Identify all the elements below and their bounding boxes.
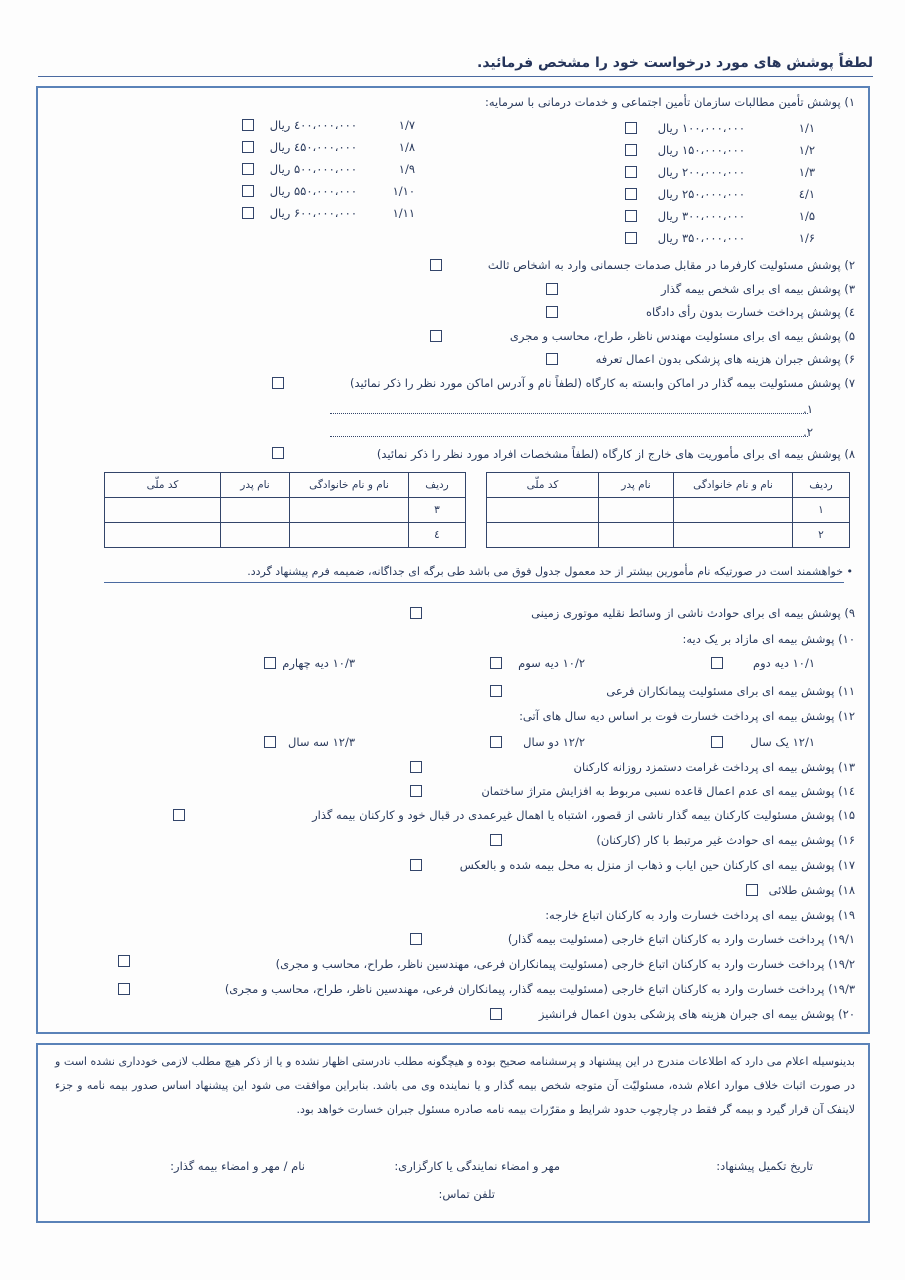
row-number: ۲ [793, 523, 850, 548]
opt-1-9-amount: ۵۰۰،۰۰۰،۰۰۰ ریال [269, 162, 357, 176]
opt-1-3-checkbox[interactable] [625, 166, 637, 178]
opt-1-1-num: ۱/۱ [798, 121, 815, 135]
declaration-text: بدینوسیله اعلام می دارد که اطلاعات مندرج در این پیشنهاد و پرسشنامه صحیح بوده و هیچگونه مطلب نادرستی اظهار نشده و یا از ذکر هیچ مطلب لازمی خودداری نشده است و در صورت اثبات خلاف موارد اعلام شده، مسئولیّت آن متوجه شخص بیمه گذار و یا نماینده وی می باشد. بنابراین موافقت می شود این پیشنهاد اساس صدور بیمه نامه و جزء لاینفک آن قرار گیرد و بیمه گر فقط در چارچوب حدود شرایط و مقرّرات بیمه نامه صادره مسئول جبران خسارت خواهد بود. [55, 1055, 855, 1116]
opt-1-7-amount: ٤۰۰،۰۰۰،۰۰۰ ریال [269, 118, 357, 132]
item-2-label: ۲) پوشش مسئولیت کارفرما در مقابل صدمات جسمانی وارد به اشخاص ثالث [487, 258, 855, 272]
item-11-checkbox[interactable] [490, 685, 502, 697]
th-row: ردیف [793, 473, 850, 498]
item-7-line-1-label: ۱. [803, 402, 813, 416]
item-6-checkbox[interactable] [546, 353, 558, 365]
opt-1-6-num: ۱/۶ [798, 231, 815, 245]
cell-name[interactable] [290, 523, 409, 548]
item-12-3-label: ۱۲/۳ سه سال [287, 735, 355, 749]
item-6-label: ۶) پوشش جبران هزینه های پزشکی بدون اعمال تعرفه [595, 352, 855, 366]
opt-1-4-num: ۱/٤ [798, 187, 815, 201]
item-5-checkbox[interactable] [430, 330, 442, 342]
opt-1-11-amount: ۶۰۰،۰۰۰،۰۰۰ ریال [269, 206, 357, 220]
item-19-label: ۱۹) پوشش بیمه ای پرداخت خسارت وارد به کارکنان اتباع خارجه: [545, 908, 855, 922]
cell-code[interactable] [487, 523, 599, 548]
item-12-1-checkbox[interactable] [711, 736, 723, 748]
cell-name[interactable] [674, 498, 793, 523]
row-number: ٤ [409, 523, 466, 548]
opt-1-2-num: ۱/۲ [798, 143, 815, 157]
opt-1-3-amount: ۲۰۰،۰۰۰،۰۰۰ ریال [657, 165, 745, 179]
item-2-checkbox[interactable] [430, 259, 442, 271]
personnel-table-left [104, 472, 466, 548]
opt-1-10-num: ۱/۱۰ [392, 184, 415, 198]
row-number: ۳ [409, 498, 466, 523]
phone-label: تلفن تماس: [438, 1187, 495, 1201]
item-11-label: ۱۱) پوشش بیمه ای برای مسئولیت پیمانکاران فرعی [606, 684, 855, 698]
cell-code[interactable] [105, 498, 221, 523]
cell-father[interactable] [599, 498, 674, 523]
cell-name[interactable] [674, 523, 793, 548]
cell-code[interactable] [105, 523, 221, 548]
item-13-checkbox[interactable] [410, 761, 422, 773]
item-12-1-label: ۱۲/۱ یک سال [750, 735, 815, 749]
item-10-1-label: ۱۰/۱ دیه دوم [753, 656, 815, 670]
title-underline [38, 76, 873, 77]
item-15-checkbox[interactable] [173, 809, 185, 821]
opt-1-7-num: ۱/۷ [398, 118, 415, 132]
th-national-code: کد ملّی [105, 473, 221, 498]
item-10-2-label: ۱۰/۲ دیه سوم [518, 656, 585, 670]
opt-1-7-checkbox[interactable] [242, 119, 254, 131]
opt-1-5-amount: ۳۰۰،۰۰۰،۰۰۰ ریال [657, 209, 745, 223]
page-title: لطفاً پوشش های مورد درخواست خود را مشخص فرمائید. [477, 55, 873, 71]
table-note: • خواهشمند است در صورتیکه نام مأمورین بیشتر از حد معمول جدول فوق می باشد طی برگه ای جداگانه، ضمیمه فرم پیشنهاد گردد. [247, 565, 853, 578]
item-17-label: ۱۷) پوشش بیمه ای کارکنان حین ایاب و ذهاب از منزل به محل بیمه شده و بالعکس [459, 858, 855, 872]
opt-1-5-num: ۱/۵ [798, 209, 815, 223]
item-1-label: ۱) پوشش تأمین مطالبات سازمان تأمین اجتماعی و خدمات درمانی با سرمایه: [485, 95, 855, 109]
item-19-3-label: ۱۹/۳) پرداخت خسارت وارد به کارکنان اتباع خارجی (مسئولیت بیمه گذار، پیمانکاران فرعی، مهندسین ناظر، طراح، محاسب و مجری) [224, 982, 855, 996]
item-13-label: ۱۳) پوشش بیمه ای پرداخت غرامت دستمزد روزانه کارکنان [573, 760, 855, 774]
item-7-line-1[interactable] [330, 413, 808, 414]
opt-1-4-amount: ۲۵۰،۰۰۰،۰۰۰ ریال [657, 187, 745, 201]
item-19-2-checkbox[interactable] [118, 955, 130, 967]
opt-1-1-amount: ۱۰۰،۰۰۰،۰۰۰ ریال [657, 121, 745, 135]
opt-1-8-checkbox[interactable] [242, 141, 254, 153]
item-19-1-checkbox[interactable] [410, 933, 422, 945]
opt-1-6-amount: ۳۵۰،۰۰۰،۰۰۰ ریال [657, 231, 745, 245]
opt-1-10-checkbox[interactable] [242, 185, 254, 197]
item-7-line-2-label: ۲. [803, 425, 813, 439]
item-15-label: ۱۵) پوشش مسئولیت کارکنان بیمه گذار ناشی از قصور، اشتباه یا اهمال غیرعمدی در قبال خود و کارکنان بیمه گذار [312, 808, 855, 822]
item-8-checkbox[interactable] [272, 447, 284, 459]
item-10-3-checkbox[interactable] [264, 657, 276, 669]
item-20-label: ۲۰) پوشش بیمه ای جبران هزینه های پزشکی بدون اعمال فرانشیز [538, 1007, 855, 1021]
item-19-3-checkbox[interactable] [118, 983, 130, 995]
opt-1-10-amount: ۵۵۰،۰۰۰،۰۰۰ ریال [269, 184, 357, 198]
th-name: نام و نام خانوادگی [674, 473, 793, 498]
item-5-label: ۵) پوشش بیمه ای برای مسئولیت مهندس ناظر، طراح، محاسب و مجری [509, 329, 855, 343]
item-12-2-label: ۱۲/۲ دو سال [523, 735, 585, 749]
item-7-label: ۷) پوشش مسئولیت بیمه گذار در اماکن وابسته به کارگاه (لطفاً نام و آدرس اماکن مورد نظر را ذکر نمائید) [349, 376, 855, 390]
item-10-3-label: ۱۰/۳ دیه چهارم [282, 656, 355, 670]
item-7-checkbox[interactable] [272, 377, 284, 389]
opt-1-9-num: ۱/۹ [398, 162, 415, 176]
item-9-label: ۹) پوشش بیمه ای برای حوادث ناشی از وسائط نقلیه موتوری زمینی [531, 606, 855, 620]
item-18-label: ۱۸) پوشش طلائی [768, 883, 855, 897]
opt-1-1-checkbox[interactable] [625, 122, 637, 134]
cell-father[interactable] [221, 498, 290, 523]
completion-date-label: تاریخ تکمیل پیشنهاد: [716, 1159, 813, 1173]
opt-1-4-checkbox[interactable] [625, 188, 637, 200]
opt-1-6-checkbox[interactable] [625, 232, 637, 244]
opt-1-5-checkbox[interactable] [625, 210, 637, 222]
th-father: نام پدر [221, 473, 290, 498]
item-14-label: ۱٤) پوشش بیمه ای عدم اعمال قاعده نسبی مربوط به افزایش متراژ ساختمان [481, 784, 855, 798]
opt-1-11-checkbox[interactable] [242, 207, 254, 219]
item-18-checkbox[interactable] [746, 884, 758, 896]
cell-father[interactable] [221, 523, 290, 548]
cell-name[interactable] [290, 498, 409, 523]
item-12-label: ۱۲) پوشش بیمه ای پرداخت خسارت فوت بر اساس دیه سال های آتی: [519, 709, 855, 723]
item-8-label: ۸) پوشش بیمه ای برای مأموریت های خارج از کارگاه (لطفاً مشخصات افراد مورد نظر را ذکر نمائید) [376, 447, 855, 461]
th-name: نام و نام خانوادگی [290, 473, 409, 498]
cell-code[interactable] [487, 498, 599, 523]
item-10-2-checkbox[interactable] [490, 657, 502, 669]
note-underline [104, 582, 844, 583]
opt-1-3-num: ۱/۳ [798, 165, 815, 179]
th-father: نام پدر [599, 473, 674, 498]
item-7-line-2[interactable] [330, 436, 808, 437]
opt-1-2-checkbox[interactable] [625, 144, 637, 156]
opt-1-8-amount: ٤۵۰،۰۰۰،۰۰۰ ریال [269, 140, 357, 154]
agent-signature-label: مهر و امضاء نمایندگی یا کارگزاری: [394, 1159, 560, 1173]
item-12-3-checkbox[interactable] [264, 736, 276, 748]
item-14-checkbox[interactable] [410, 785, 422, 797]
item-9-checkbox[interactable] [410, 607, 422, 619]
item-3-checkbox[interactable] [546, 283, 558, 295]
cell-father[interactable] [599, 523, 674, 548]
item-10-label: ۱۰) پوشش بیمه ای مازاد بر یک دیه: [682, 632, 855, 646]
opt-1-2-amount: ۱۵۰،۰۰۰،۰۰۰ ریال [657, 143, 745, 157]
item-4-checkbox[interactable] [546, 306, 558, 318]
th-row: ردیف [409, 473, 466, 498]
item-16-label: ۱۶) پوشش بیمه ای حوادث غیر مرتبط با کار (کارکنان) [596, 833, 855, 847]
personnel-table-right [486, 472, 850, 548]
insured-signature-label: نام / مهر و امضاء بیمه گذار: [170, 1159, 305, 1173]
row-number: ۱ [793, 498, 850, 523]
opt-1-11-num: ۱/۱۱ [392, 206, 415, 220]
opt-1-9-checkbox[interactable] [242, 163, 254, 175]
item-16-checkbox[interactable] [490, 834, 502, 846]
th-national-code: کد ملّی [487, 473, 599, 498]
item-10-1-checkbox[interactable] [711, 657, 723, 669]
opt-1-8-num: ۱/۸ [398, 140, 415, 154]
coverage-box [36, 86, 870, 1034]
item-4-label: ٤) پوشش پرداخت خسارت بدون رأی دادگاه [646, 305, 855, 319]
item-12-2-checkbox[interactable] [490, 736, 502, 748]
item-19-1-label: ۱۹/۱) پرداخت خسارت وارد به کارکنان اتباع خارجی (مسئولیت بیمه گذار) [507, 932, 855, 946]
item-20-checkbox[interactable] [490, 1008, 502, 1020]
item-17-checkbox[interactable] [410, 859, 422, 871]
item-19-2-label: ۱۹/۲) پرداخت خسارت وارد به کارکنان اتباع خارجی (مسئولیت پیمانکاران فرعی، مهندسین ناظر، طراح، محاسب و مجری) [275, 957, 855, 971]
item-3-label: ۳) پوشش بیمه ای برای شخص بیمه گذار [660, 282, 855, 296]
